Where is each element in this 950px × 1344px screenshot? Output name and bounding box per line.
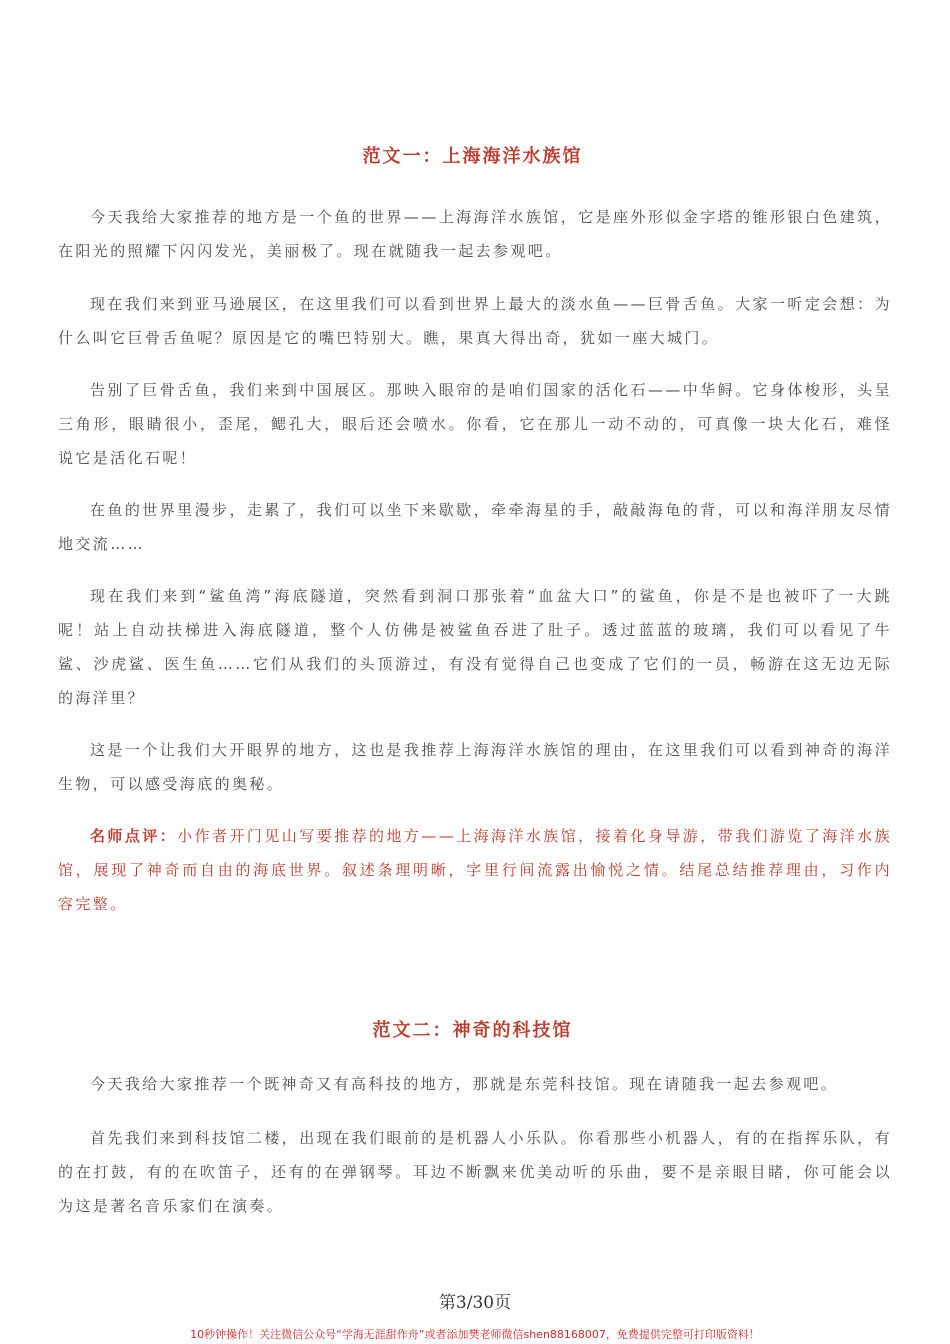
footer-promo: 10秒钟操作！关注微信公众号“学海无涯甜作舟”或者添加樊老师微信shen88168007，免费提供完整可打印版资料！	[190, 1328, 760, 1341]
teacher-comment-text: 小作者开门见山写要推荐的地方——上海海洋水族馆，接着化身导游，带我们游览了海洋水族馆，展现了神奇而自由的海底世界。叙述条理明晰，字里行间流露出愉悦之情。结尾总结推荐理由，习作内容完整。	[58, 827, 892, 913]
teacher-comment-label: 名师点评：	[90, 827, 178, 845]
essay1-paragraph-5: 现在我们来到“鲨鱼湾”海底隧道，突然看到洞口那张着“血盆大口”的鲨鱼，你是不是也被吓了一大跳呢！站上自动扶梯进入海底隧道，整个人仿佛是被鲨鱼吞进了肚子。透过蓝蓝的玻璃，我们可以看见了牛鲨、沙虎鲨、医生鱼……它们从我们的头顶游过，有没有觉得自己也变成了它们的一员，畅游在这无边无际的海洋里？	[58, 587, 892, 707]
essay1-paragraph-1: 今天我给大家推荐的地方是一个鱼的世界——上海海洋水族馆，它是座外形似金字塔的锥形银白色建筑，在阳光的照耀下闪闪发光，美丽极了。现在就随我一起去参观吧。	[58, 208, 892, 260]
essay1-paragraph-2: 现在我们来到亚马逊展区，在这里我们可以看到世界上最大的淡水鱼——巨骨舌鱼。大家一听定会想：为什么叫它巨骨舌鱼呢？原因是它的嘴巴特别大。瞧，果真大得出奇，犹如一座大城门。	[58, 295, 892, 347]
essay2-paragraph-1: 今天我给大家推荐一个既神奇又有高科技的地方，那就是东莞科技馆。现在请随我一起去参观吧。	[90, 1075, 839, 1093]
essay1-paragraph-6: 这是一个让我们大开眼界的地方，这也是我推荐上海海洋水族馆的理由，在这里我们可以看到神奇的海洋生物，可以感受海底的奥秘。	[58, 741, 892, 793]
teacher-comment	[58, 819, 892, 921]
essay2-title: 范文二：神奇的科技馆	[372, 1020, 573, 1041]
essay1-paragraph-4: 在鱼的世界里漫步，走累了，我们可以坐下来歇歇，牵牵海星的手，敲敲海龟的背，可以和海洋朋友尽情地交流……	[58, 501, 892, 553]
essay2-paragraph-2: 首先我们来到科技馆二楼，出现在我们眼前的是机器人小乐队。你看那些小机器人，有的在指挥乐队，有的在打鼓，有的在吹笛子，还有的在弹钢琴。耳边不断飘来优美动听的乐曲，要不是亲眼目睹，你可能会以为这是著名音乐家们在演奏。	[58, 1129, 892, 1215]
essay1-paragraph-3: 告别了巨骨舌鱼，我们来到中国展区。那映入眼帘的是咱们国家的活化石——中华鲟。它身体梭形，头呈三角形，眼睛很小，歪尾，鳃孔大，眼后还会喷水。你看，它在那儿一动不动的，可真像一块大化石，难怪说它是活化石呢！	[58, 381, 892, 467]
essay1-title: 范文一：上海海洋水族馆	[362, 146, 583, 167]
page-number: 第3/30页	[438, 1293, 512, 1313]
